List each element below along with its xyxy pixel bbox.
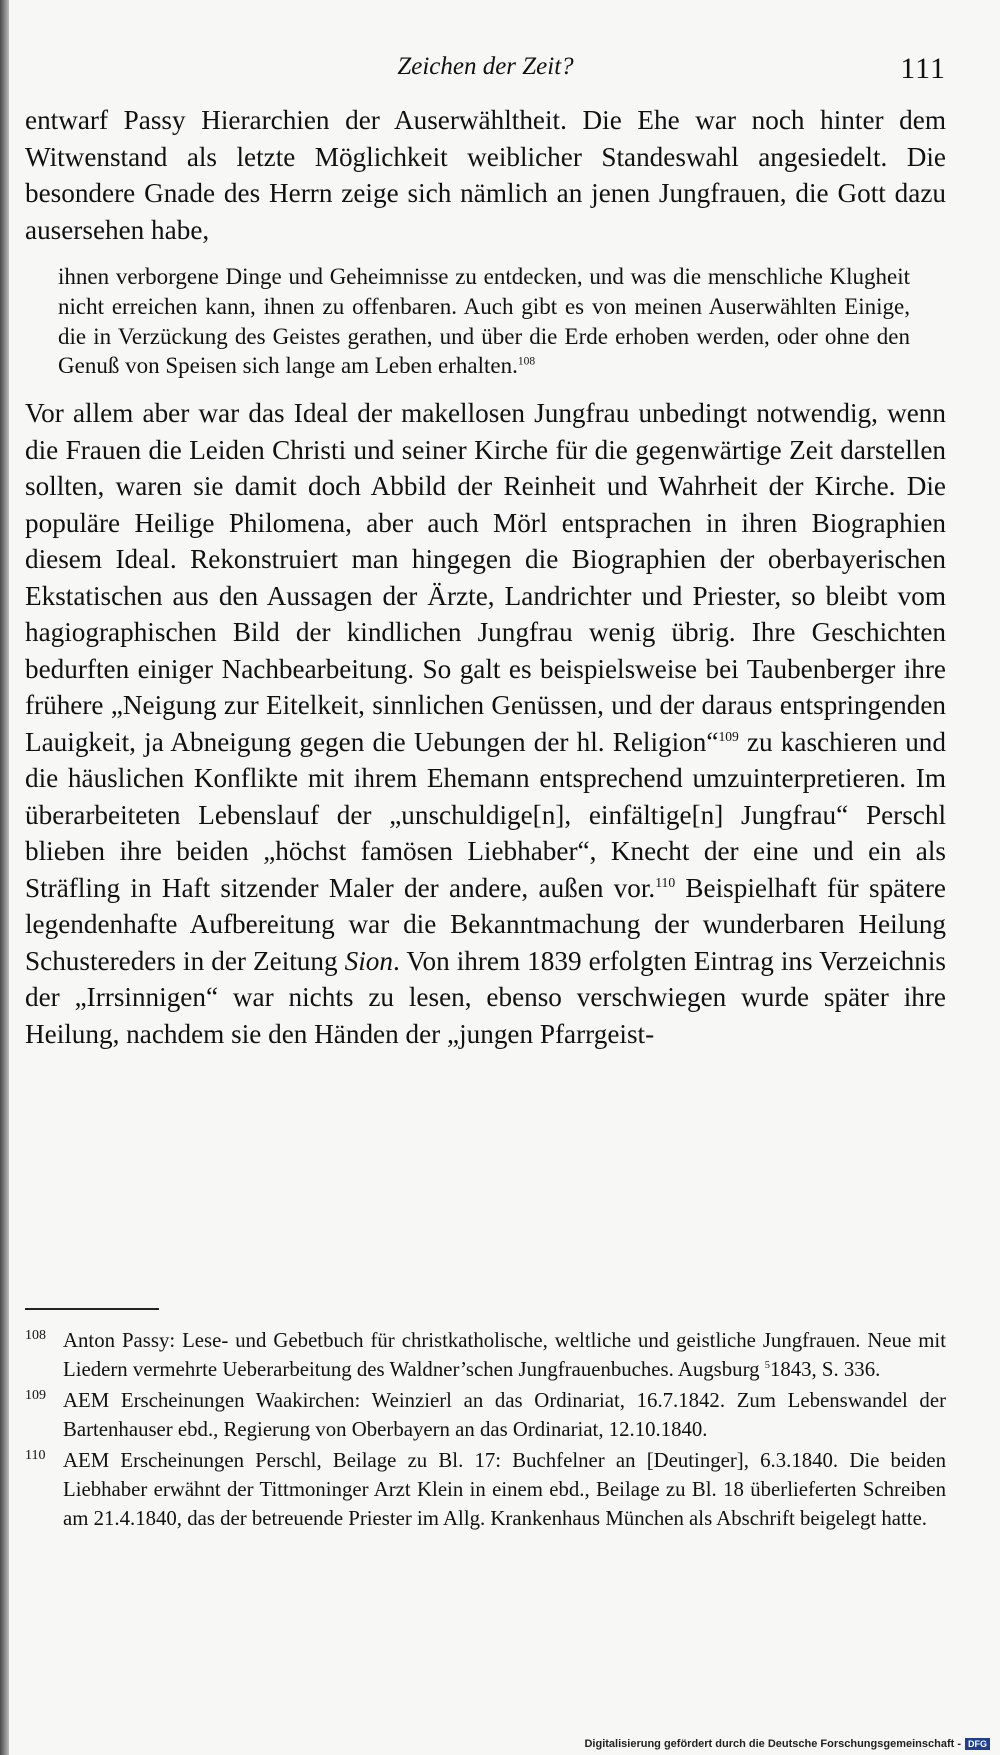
- footnote-ref-109[interactable]: 109: [718, 728, 739, 744]
- credit-text: Digitalisierung gefördert durch die Deutsche Forschungsgemeinschaft -: [584, 1738, 961, 1750]
- body-paragraph-1: entwarf Passy Hierarchien der Auserwähltheit. Die Ehe war noch hinter dem Witwenstand als letzte Möglichkeit weiblicher Standeswahl angesiedelt. Die besondere Gnade des Herrn zeige sich nämlich an jenen Jungfrauen, die Gott dazu ausersehen habe,: [25, 105, 946, 245]
- paragraph-2-part-2: zu kaschieren und die häuslichen Konflikte mit ihrem Ehemann entsprechend umzuinterpretieren. Im überarbeiteten Lebenslauf der „unschuldige[n], einfältige[n] Jungfrau“ Perschl blieben ihre beiden „höchst famösen Liebhaber“, Knecht der eine und ein als Sträfling in Haft sitzender Maler der andere, außen vor.: [25, 726, 946, 903]
- paragraph-2-part-3: Beispielhaft für spätere legendenhafte Aufbereitung war die Bekanntmachung der wunderbaren Heilung Schustereders in der Zeitung: [25, 872, 946, 976]
- block-quote: [58, 262, 910, 381]
- footnote-number: 109: [25, 1388, 46, 1403]
- page-header: [25, 52, 946, 92]
- footnote-ref-108[interactable]: 108: [517, 355, 536, 368]
- paragraph-2-part-1: Vor allem aber war das Ideal der makellosen Jungfrau unbedingt notwendig, wenn die Frauen die Leiden Christi und seiner Kirche für die gegenwärtige Zeit darstellen sollten, waren sie damit doch Abbild der Reinheit und Wahrheit der Kirche. Die populäre Heilige Philomena, aber auch Mörl entsprachen in ihren Biographien diesem Ideal. Rekonstruiert man hingegen die Biographien der oberbayerischen Ekstatischen aus den Aussagen der Ärzte, Landrichter und Priester, so bleibt vom hagiographischen Bild der kindlichen Jungfrau wenig übrig. Ihre Geschichten bedurften einiger Nachbearbeitung. So galt es beispielsweise bei Taubenberger ihre frühere „Neigung zur Eitelkeit, sinnlichen Genüssen, und der daraus entspringenden Lauigkeit, ja Abneigung gegen die Uebungen der hl. Religion“: [25, 398, 946, 757]
- page-number: 111: [900, 52, 946, 85]
- footnote-text: AEM Erscheinungen Perschl, Beilage zu Bl. 17: Buchfelner an [Deutinger], 6.3.1840. Die beiden Liebhaber erwähnt der Tittmoninger Arzt Klein in einem ebd., Beilage zu Bl. 18 überlieferten Schreiben am 21.4.1840, das der betreuende Priester im Allg. Krankenhaus München als Abschrift beigelegt hatte.: [63, 1449, 946, 1530]
- footnote-110: [25, 1446, 946, 1533]
- page-binding-edge: [0, 0, 9, 1755]
- footnote-text: [63, 1326, 946, 1384]
- footnote-108: [25, 1326, 946, 1384]
- footnote-text-part-1: Anton Passy: Lese- und Gebetbuch für christkatholische, weltliche und geistliche Jungfrauen. Neue mit Liedern vermehrte Ueberarbeitung des Waldner’schen Jungfrauenbuches. Augsburg: [63, 1329, 946, 1381]
- footnote-number: 108: [25, 1328, 46, 1343]
- edition-number: 5: [764, 1360, 770, 1372]
- footnote-text: AEM Erscheinungen Waakirchen: Weinzierl an das Ordinariat, 16.7.1842. Zum Lebenswandel der Bartenhauser ebd., Regierung von Oberbayern an das Ordinariat, 12.10.1840.: [63, 1389, 946, 1441]
- digitization-credit: [584, 1737, 990, 1751]
- running-title: Zeichen der Zeit?: [397, 53, 574, 80]
- dfg-logo: DFG: [965, 1738, 990, 1750]
- body-paragraph-2: [25, 395, 946, 1052]
- footnote-separator: [25, 1308, 159, 1310]
- footnote-number: 110: [25, 1448, 46, 1463]
- footnote-text-part-2: 1843, S. 336.: [769, 1358, 881, 1381]
- paragraph-2-part-4: . Von ihrem 1839 erfolgten Eintrag ins Verzeichnis der „Irrsinnigen“ war nichts zu lesen, ebenso verschwiegen wurde später ihre Heilung, nachdem sie den Händen der „jungen Pfarrgeist-: [25, 945, 946, 1049]
- quote-text: ihnen verborgene Dinge und Geheimnisse zu entdecken, und was die menschliche Klugheit nicht erreichen kann, ihnen zu offenbaren. Auch gibt es von meinen Auserwählten Einige, die in Verzückung des Geistes gerathen, und über die Erde erhoben werden, oder ohne den Genuß von Speisen sich lange am Leben erhalten.: [58, 264, 910, 379]
- footnote-109: [25, 1386, 946, 1444]
- footnotes: [25, 1326, 946, 1535]
- journal-title-sion: Sion: [344, 945, 393, 976]
- footnote-ref-110[interactable]: 110: [655, 874, 676, 890]
